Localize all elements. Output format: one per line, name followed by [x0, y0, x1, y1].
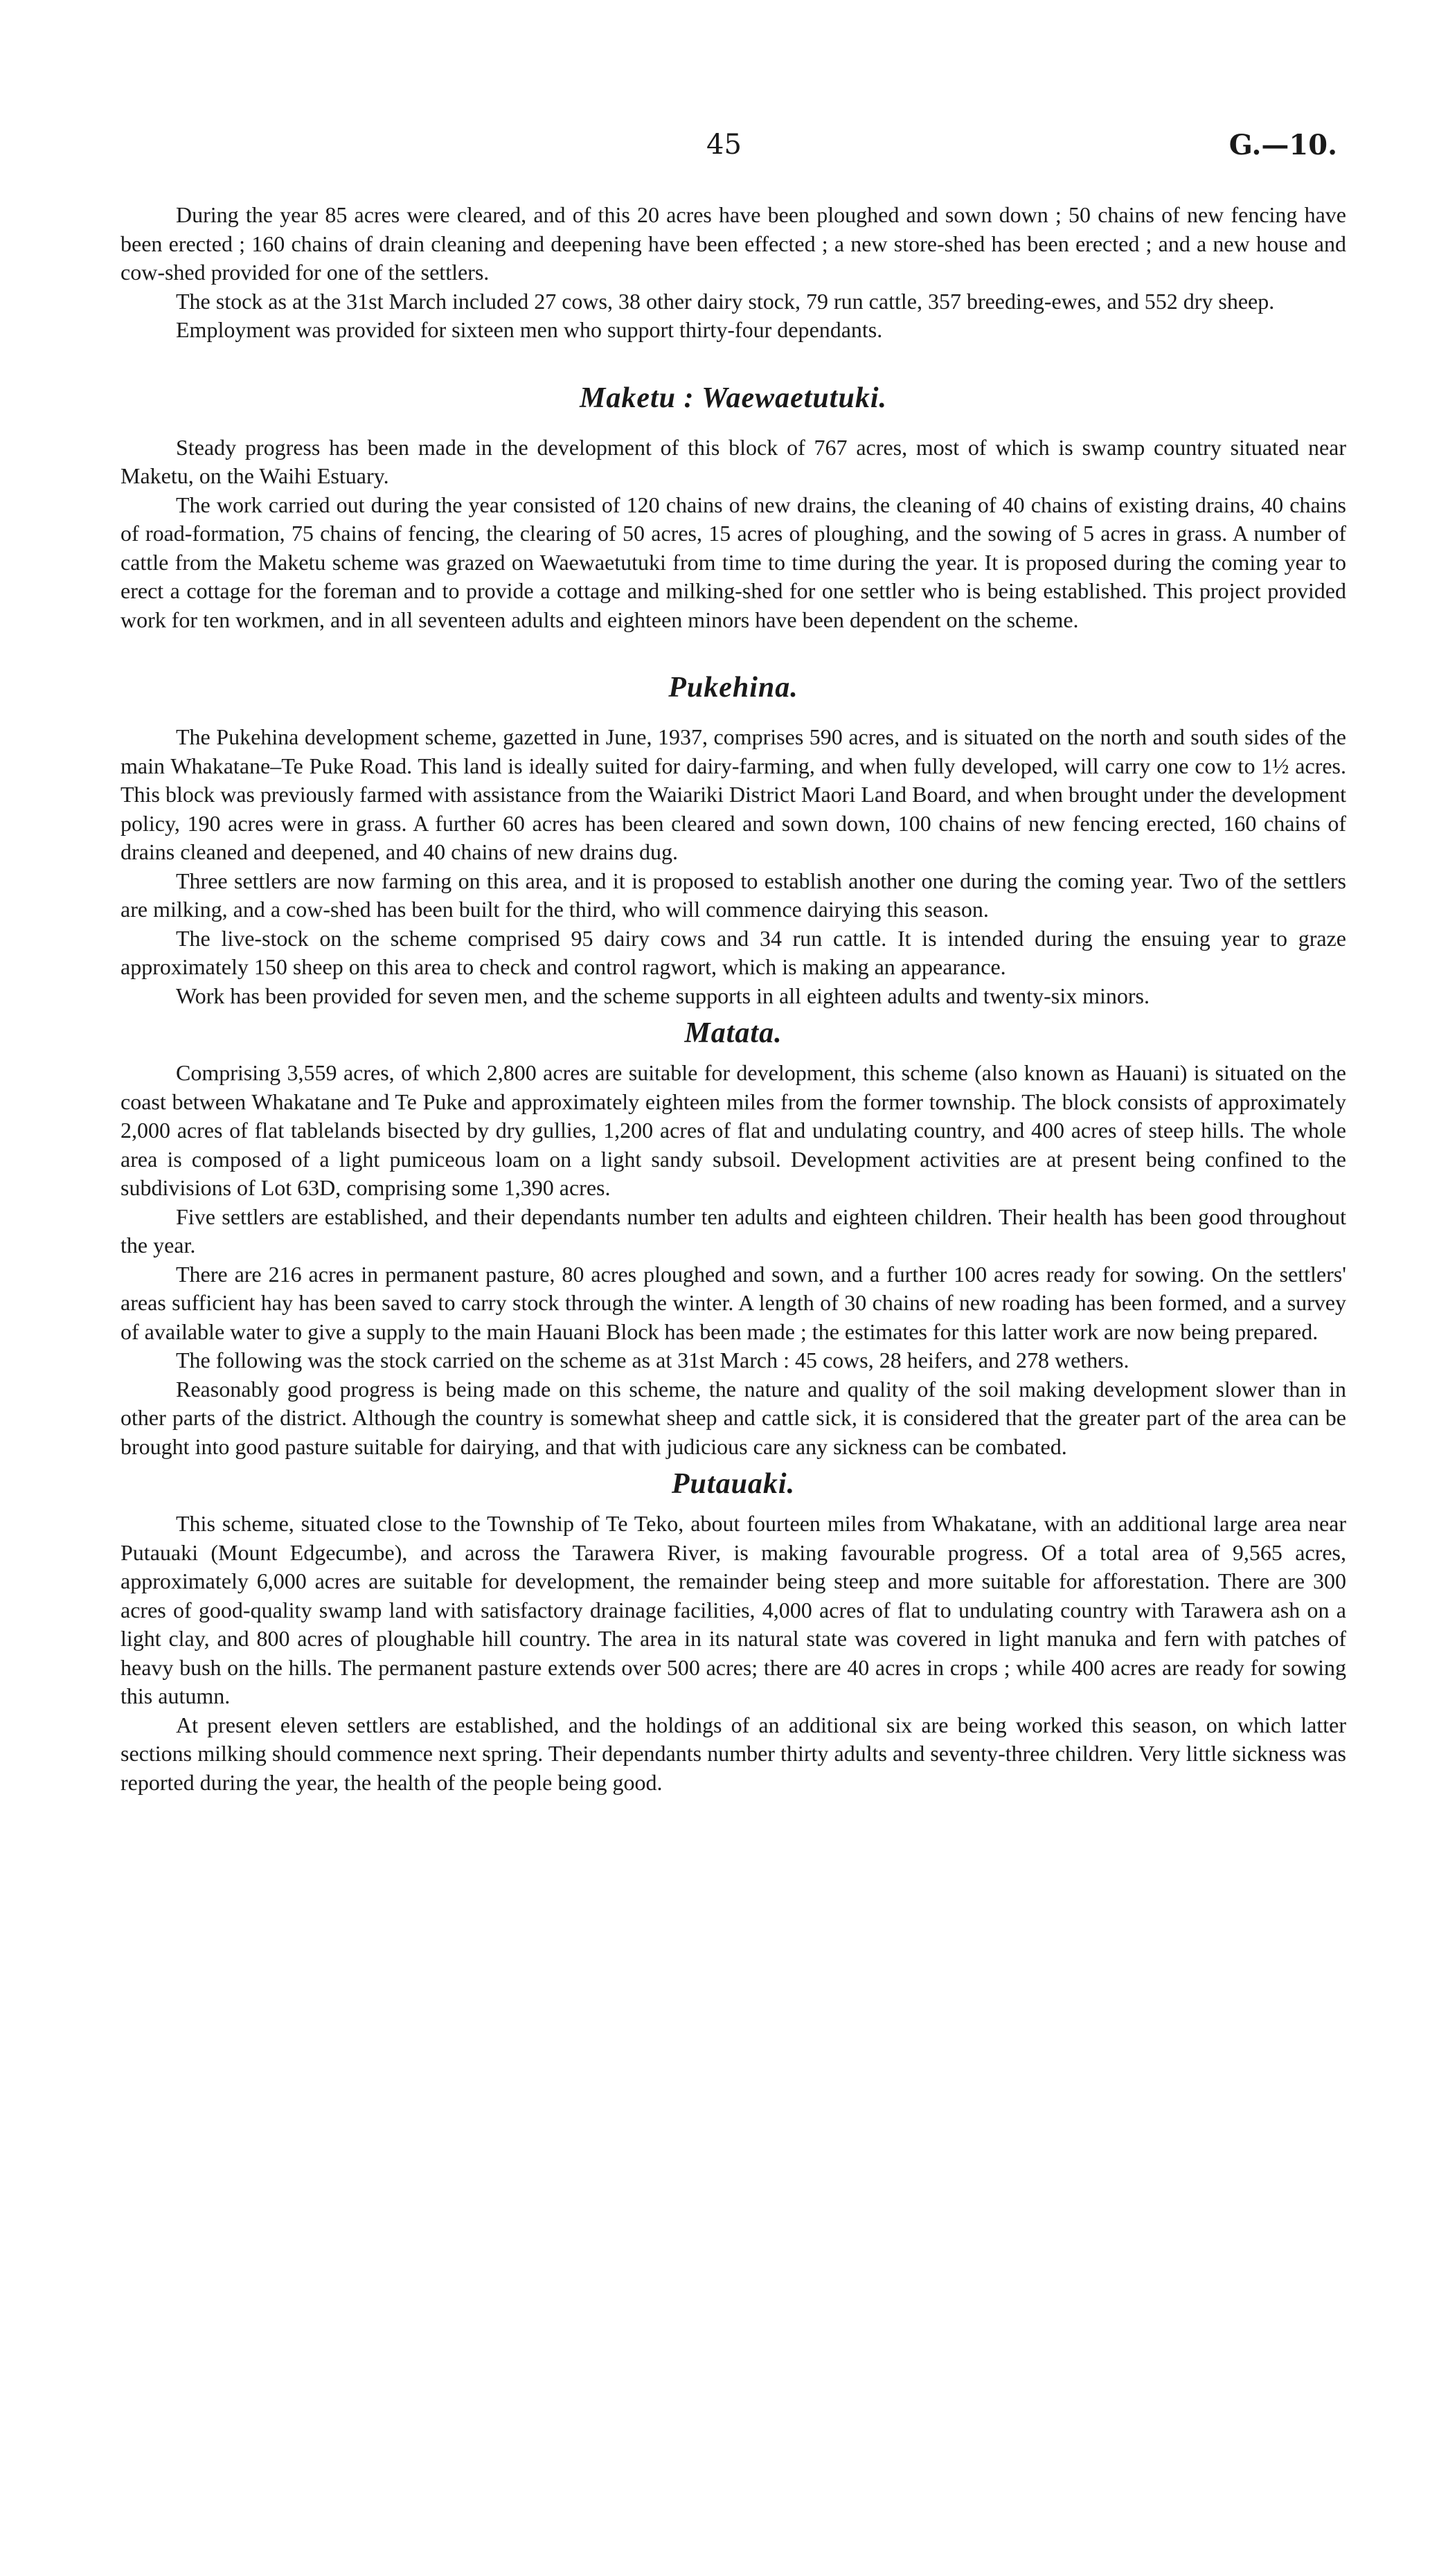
- paragraph: Three settlers are now farming on this area, and it is proposed to establish another one during the coming year. Two of the settlers are milking, and a cow-shed has been built for the third, who will commence dairying this season.: [120, 868, 1346, 922]
- section-intro: [120, 201, 1346, 345]
- section-heading: Matata.: [684, 1017, 783, 1049]
- paragraph: The work carried out during the year consisted of 120 chains of new drains, the cleaning of 40 chains of existing drains, 40 chains of road-formation, 75 chains of fencing, the clearing of 50 acres, 15 acres of ploughing, and the sowing of 5 acres in grass. A number of cattle from the Maketu scheme was grazed on Waewaetutuki from time to time during the year. It is proposed during the coming year to erect a cottage for the foreman and to provide a cottage and milking-shed for one settler who is being established. This project provided work for ten workmen, and in all seventeen adults and eighteen minors have been dependent on the scheme.: [120, 492, 1346, 632]
- page-number: 45: [706, 129, 742, 161]
- section-heading: Putauaki.: [671, 1468, 796, 1500]
- section-heading: Pukehina.: [668, 672, 798, 704]
- section-maketu: [120, 381, 1346, 635]
- paragraph: During the year 85 acres were cleared, and of this 20 acres have been ploughed and sown down ; 50 chains of new fencing have been erected ; 160 chains of drain cleaning and deepening have been effected ; a new store-shed has been erected ; and a new house and cow-shed provided for one of the settlers.: [120, 202, 1346, 285]
- paragraph: This scheme, situated close to the Township of Te Teko, about fourteen miles from Whakatane, with an additional large area near Putauaki (Mount Edgecumbe), and across the Tarawera River, is making favourable progress. Of a total area of 9,565 acres, approximately 6,000 acres are suitable for development, the remainder being steep and more suitable for afforestation. There are 300 acres of good-quality swamp land with satisfactory drainage facilities, 4,000 acres of flat to undulating country with Tarawera ash on a light clay, and 800 acres of ploughable hill country. The area in its natural state was covered in light manuka and fern with patches of heavy bush on the hills. The permanent pasture extends over 500 acres; there are 40 acres in crops ; while 400 acres are ready for sowing this autumn.: [120, 1511, 1346, 1708]
- paragraph: The stock as at the 31st March included 27 cows, 38 other dairy stock, 79 run cattle, 357 breeding-ewes, and 552 dry sheep.: [176, 288, 1275, 314]
- report-code: G.—10.: [1228, 129, 1337, 161]
- paragraph: The live-stock on the scheme comprised 95 dairy cows and 34 run cattle. It is intended during the ensuing year to graze approximately 150 sheep on this area to check and control ragwort, which is making an appearance.: [120, 925, 1346, 979]
- paragraph: Employment was provided for sixteen men who support thirty-four dependants.: [176, 317, 883, 342]
- section-heading: Maketu : Waewaetutuki.: [580, 382, 887, 414]
- paragraph: There are 216 acres in permanent pasture, 80 acres ploughed and sown, and a further 100 acres ready for sowing. On the settlers' areas sufficient hay has been saved to carry stock through the winter. A length of 30 chains of new roading has been formed, and a survey of available water to give a supply to the main Hauani Block has been made ; the estimates for this latter work are now being prepared.: [120, 1261, 1346, 1344]
- section-putauaki: [120, 1467, 1346, 1797]
- paragraph: Steady progress has been made in the development of this block of 767 acres, most of which is swamp country situated near Maketu, on the Waihi Estuary.: [120, 434, 1346, 488]
- section-matata: [120, 1016, 1346, 1461]
- section-pukehina: [120, 670, 1346, 1010]
- paragraph: The Pukehina development scheme, gazetted in June, 1937, comprises 590 acres, and is situated on the north and south sides of the main Whakatane–Te Puke Road. This land is ideally suited for dairy-farming, and when fully developed, will carry one cow to 1½ acres. This block was previously farmed with assistance from the Waiariki District Maori Land Board, and when brought under the development policy, 190 acres were in grass. A further 60 acres has been cleared and sown down, 100 chains of new fencing erected, 160 chains of drains cleaned and deepened, and 40 chains of new drains dug.: [120, 724, 1346, 864]
- paragraph: At present eleven settlers are established, and the holdings of an additional six are being worked this season, on which latter sections milking should commence next spring. Their dependants number thirty adults and seventy-three children. Very little sickness was reported during the year, the health of the people being good.: [120, 1712, 1346, 1795]
- paragraph: Work has been provided for seven men, and the scheme supports in all eighteen adults and twenty-six minors.: [176, 983, 1150, 1008]
- paragraph: Reasonably good progress is being made on this scheme, the nature and quality of the soil making development slower than in other parts of the district. Although the country is somewhat sheep and cattle sick, it is considered that the greater part of the area can be brought into good pasture suitable for dairying, and that with judicious care any sickness can be combated.: [120, 1376, 1346, 1459]
- paragraph: Five settlers are established, and their dependants number ten adults and eighteen children. Their health has been good throughout the year.: [120, 1204, 1346, 1258]
- paragraph: The following was the stock carried on the scheme as at 31st March : 45 cows, 28 heifers, and 278 wethers.: [176, 1348, 1129, 1372]
- page-header: [0, 129, 1448, 170]
- page-body: [120, 201, 1346, 1797]
- paragraph: Comprising 3,559 acres, of which 2,800 acres are suitable for development, this scheme (also known as Hauani) is situated on the coast between Whakatane and Te Puke and approximately eighteen miles from the former township. The block consists of approximately 2,000 acres of flat tablelands bisected by dry gullies, 1,200 acres of flat and undulating country, and 400 acres of steep hills. The whole area is composed of a light pumiceous loam on a light sandy subsoil. Development activities are at present being confined to the subdivisions of Lot 63D, comprising some 1,390 acres.: [120, 1060, 1346, 1200]
